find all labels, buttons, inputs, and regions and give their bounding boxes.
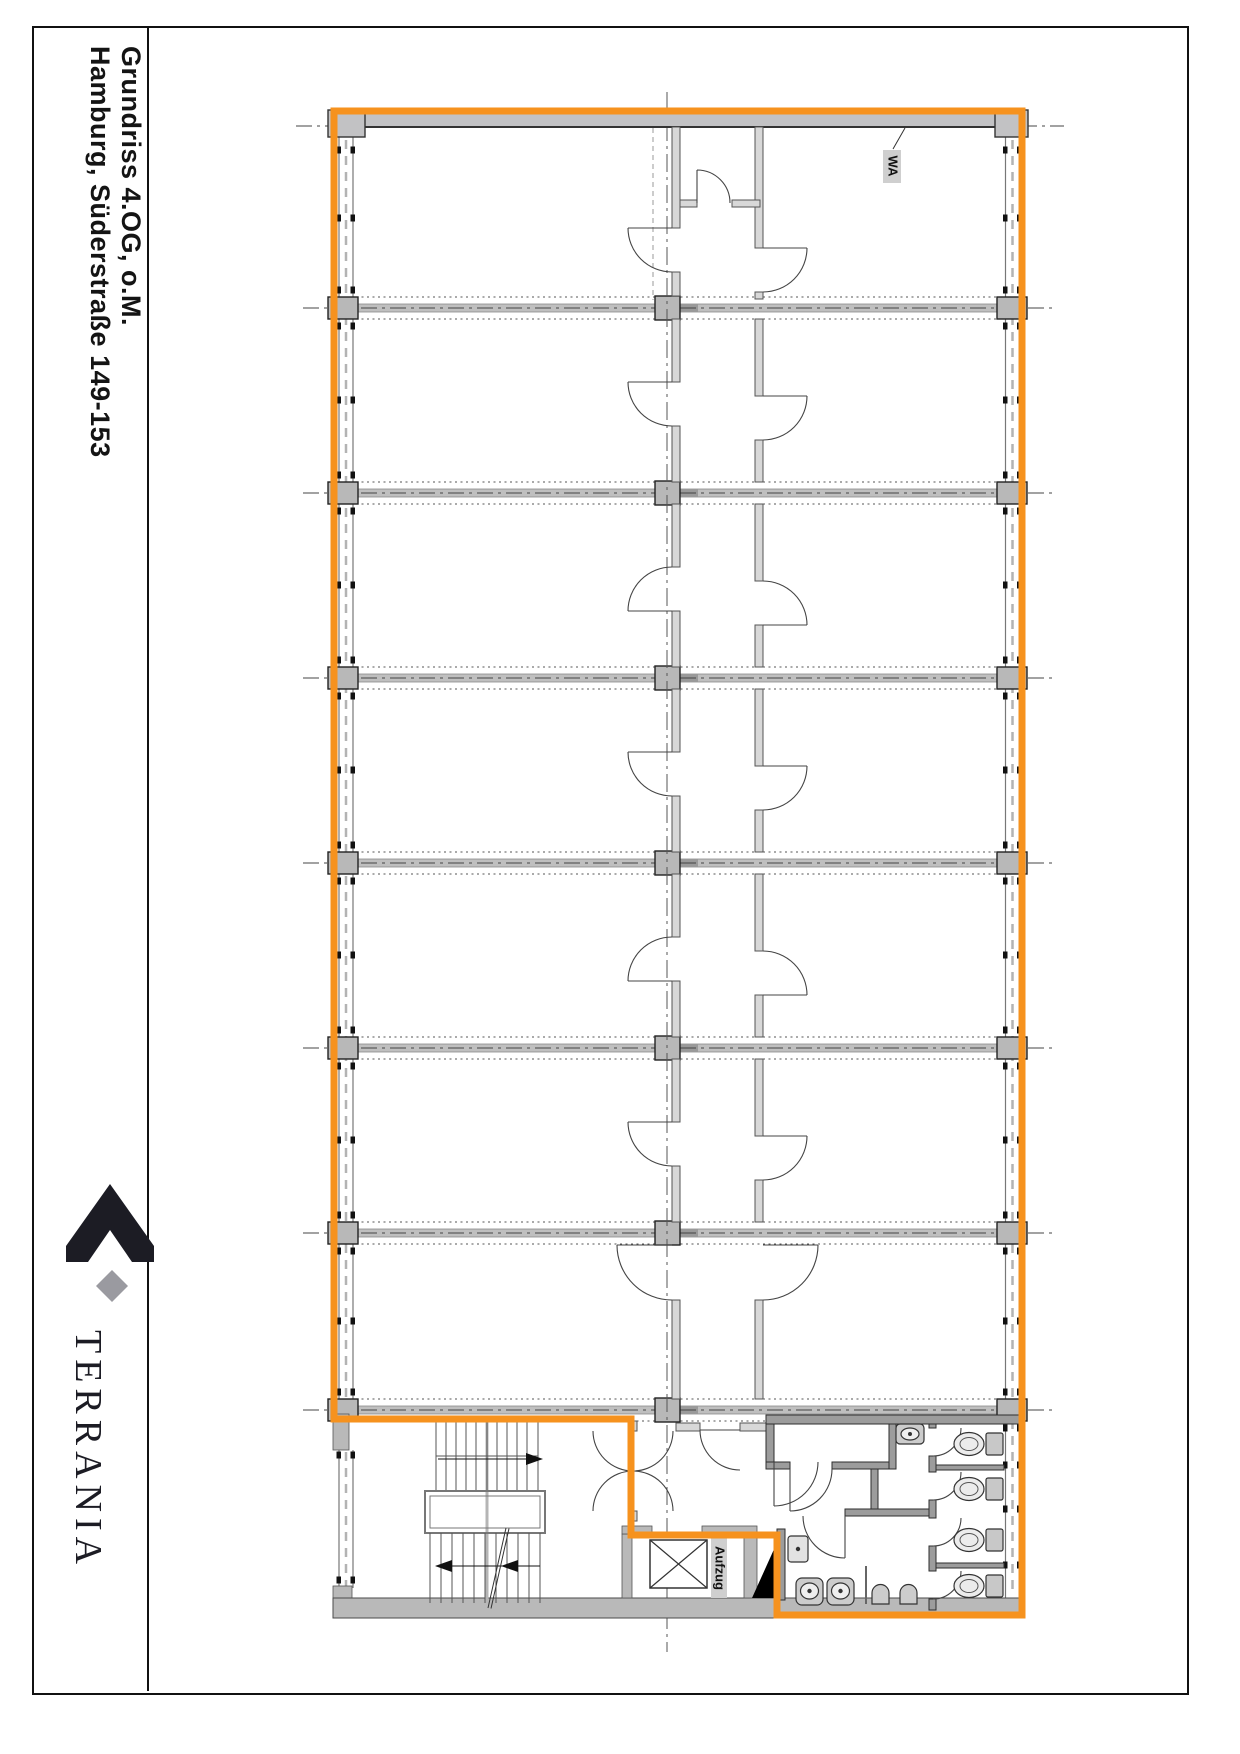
stair-down-arrow-2 xyxy=(501,1560,518,1572)
stair-down-arrow-1 xyxy=(435,1560,452,1572)
sheet-title-line2: Grundriss 4.OG, o.M. xyxy=(116,46,146,327)
urinal xyxy=(872,1585,889,1605)
toilet xyxy=(954,1575,1003,1598)
wa-label: WA xyxy=(885,155,901,177)
stair-break-line xyxy=(488,1528,509,1609)
corridor-walls xyxy=(629,127,766,1521)
elevator-label: Aufzug xyxy=(712,1545,728,1591)
brand-name: TERRANIA xyxy=(67,1330,109,1571)
stair-treads-upper xyxy=(436,1421,538,1491)
wc-area xyxy=(766,1415,1022,1610)
sheet-title-line1: Hamburg, Süderstraße 149-153 xyxy=(85,46,115,458)
stairwell xyxy=(425,1421,545,1609)
stair-up-arrow xyxy=(526,1453,543,1465)
urinal xyxy=(900,1585,917,1605)
toilet xyxy=(954,1433,1003,1456)
wa-annotation xyxy=(883,128,905,183)
door-swings xyxy=(593,170,818,1511)
toilet xyxy=(954,1529,1003,1552)
toilet xyxy=(954,1478,1003,1501)
